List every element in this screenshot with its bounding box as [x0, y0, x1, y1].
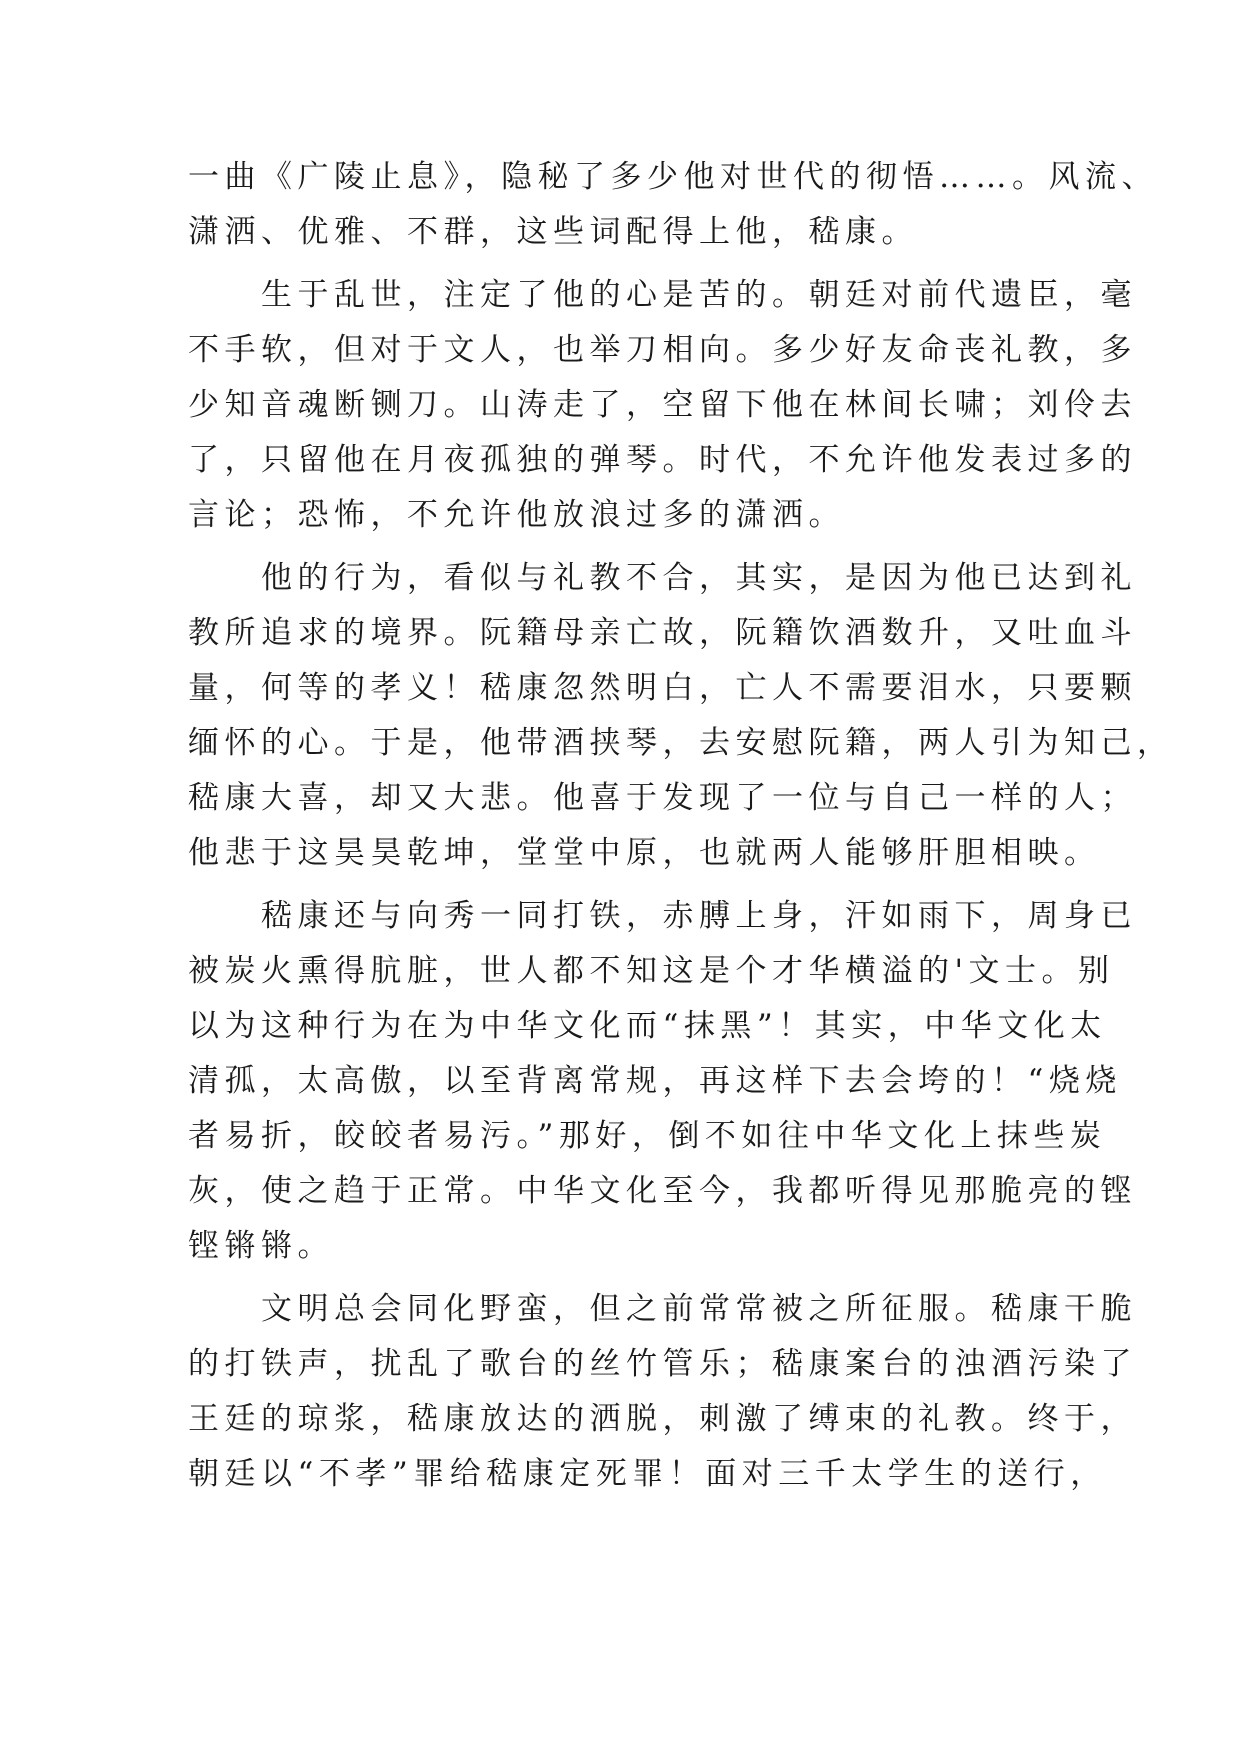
text-line: 言论；恐怖，不允许他放浪过多的潇洒。 [188, 497, 845, 533]
paragraph [188, 1282, 1137, 1502]
paragraph [188, 150, 1158, 260]
text-line: 嵇康还与向秀一同打铁，赤膊上身，汗如雨下，周身已 [188, 898, 1137, 934]
text-line: 朝廷以“不孝”罪给嵇康定死罪！面对三千太学生的送行， [188, 1456, 1107, 1492]
text-line: 不手软，但对于文人，也举刀相向。多少好友命丧礼教，多 [188, 332, 1137, 368]
text-line: 他悲于这昊昊乾坤，堂堂中原，也就两人能够肝胆相映。 [188, 835, 1101, 871]
text-line: 被炭火熏得肮脏，世人都不知这是个才华横溢的'文士。别 [188, 953, 1115, 989]
text-line: 教所追求的境界。阮籍母亲亡故，阮籍饮酒数升，又吐血斗 [188, 615, 1137, 651]
text-line: 文明总会同化野蛮，但之前常常被之所征服。嵇康干脆 [188, 1291, 1137, 1327]
paragraph-spacer [188, 881, 1068, 889]
text-line: 以为这种行为在为中华文化而“抹黑”！其实，中华文化太 [188, 1008, 1107, 1044]
text-line: 他的行为，看似与礼教不合，其实，是因为他已达到礼 [188, 560, 1137, 596]
text-line: 潇洒、优雅、不群，这些词配得上他，嵇康。 [188, 214, 918, 250]
text-line: 缅怀的心。于是，他带酒挟琴，去安慰阮籍，两人引为知己， [188, 725, 1174, 761]
text-line: 生于乱世，注定了他的心是苦的。朝廷对前代遗臣，毫 [188, 277, 1137, 313]
paragraph [188, 268, 1137, 543]
document-body [188, 150, 1174, 1502]
text-line: 清孤，太高傲，以至背离常规，再这样下去会垮的！“烧烧 [188, 1063, 1122, 1099]
text-line: 嵇康大喜，却又大悲。他喜于发现了一位与自己一样的人； [188, 780, 1137, 816]
text-line: 一曲《广陵止息》，隐秘了多少他对世代的彻悟……。风流、 [188, 159, 1158, 195]
text-line: 灰，使之趋于正常。中华文化至今，我都听得见那脆亮的铿 [188, 1173, 1137, 1209]
text-line: 少知音魂断铡刀。山涛走了，空留下他在林间长啸；刘伶去 [188, 387, 1137, 423]
text-line: 铿锵锵。 [188, 1228, 334, 1264]
text-line: 了，只留他在月夜孤独的弹琴。时代，不允许他发表过多的 [188, 442, 1137, 478]
text-line: 王廷的琼浆，嵇康放达的洒脱，刺激了缚束的礼教。终于， [188, 1401, 1137, 1437]
text-line: 量，何等的孝义！嵇康忽然明白，亡人不需要泪水，只要颗 [188, 670, 1137, 706]
paragraph [188, 551, 1174, 881]
text-line: 者易折，皎皎者易污。”那好，倒不如往中华文化上抹些炭 [188, 1118, 1107, 1154]
paragraph-spacer [188, 543, 1068, 551]
paragraph-spacer [188, 260, 1068, 268]
paragraph [188, 889, 1137, 1274]
paragraph-spacer [188, 1274, 1068, 1282]
text-line: 的打铁声，扰乱了歌台的丝竹管乐；嵇康案台的浊酒污染了 [188, 1346, 1137, 1382]
